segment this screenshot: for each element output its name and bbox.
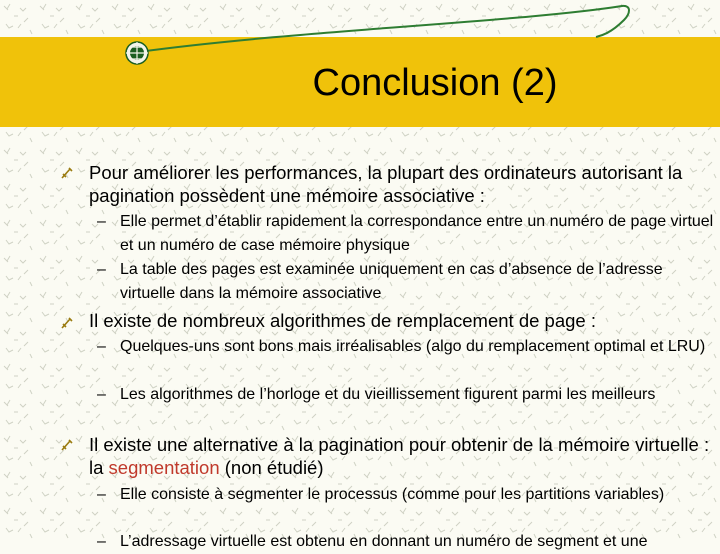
- bullet-3-sub-2: L’adressage virtuelle est obtenu en donnant un numéro de segment et une: [120, 533, 648, 550]
- bullet-2-text: Il existe de nombreux algorithmes de remplacement de page :: [89, 310, 596, 331]
- bullet-1-sub-1: Elle permet d’établir rapidement la correspondance entre un numéro de page virtuel et un numéro de case mémoire physique: [120, 213, 714, 254]
- pen-bullet-icon: [60, 438, 74, 452]
- bullet-2-sub-1: Quelques-uns sont bons mais irréalisables (algo du remplacement optimal et LRU): [120, 338, 706, 355]
- bullet-3-text-before: Il existe une alternative à la pagination pour obtenir de la mémoire virtuelle : la: [89, 434, 710, 478]
- segmentation-highlight: segmentation: [108, 457, 220, 478]
- dash-marker: –: [97, 386, 106, 403]
- dash-marker: –: [97, 261, 106, 278]
- pen-bullet-icon: [60, 316, 74, 330]
- bullet-3-text-after: (non étudié): [219, 457, 324, 478]
- dash-marker: –: [97, 338, 106, 355]
- bullet-1-sub-2: La table des pages est examinée uniquement en cas d’absence de l’adresse virtuelle dans la mémoire associative: [120, 261, 663, 302]
- bullet-3-text: [89, 433, 714, 479]
- dash-marker: –: [97, 486, 106, 503]
- dash-marker: –: [97, 213, 106, 230]
- bullet-3-sub-1: Elle consiste à segmenter le processus (comme pour les partitions variables): [120, 486, 665, 503]
- slide-title: Conclusion (2): [312, 62, 558, 104]
- pen-bullet-icon: [60, 166, 74, 180]
- bullet-1-text: Pour améliorer les performances, la plupart des ordinateurs autorisant la pagination possèdent une mémoire associative :: [89, 162, 683, 206]
- dash-marker: –: [97, 533, 106, 550]
- bullet-2-sub-2: Les algorithmes de l’horloge et du vieillissement figurent parmi les meilleurs: [120, 386, 656, 403]
